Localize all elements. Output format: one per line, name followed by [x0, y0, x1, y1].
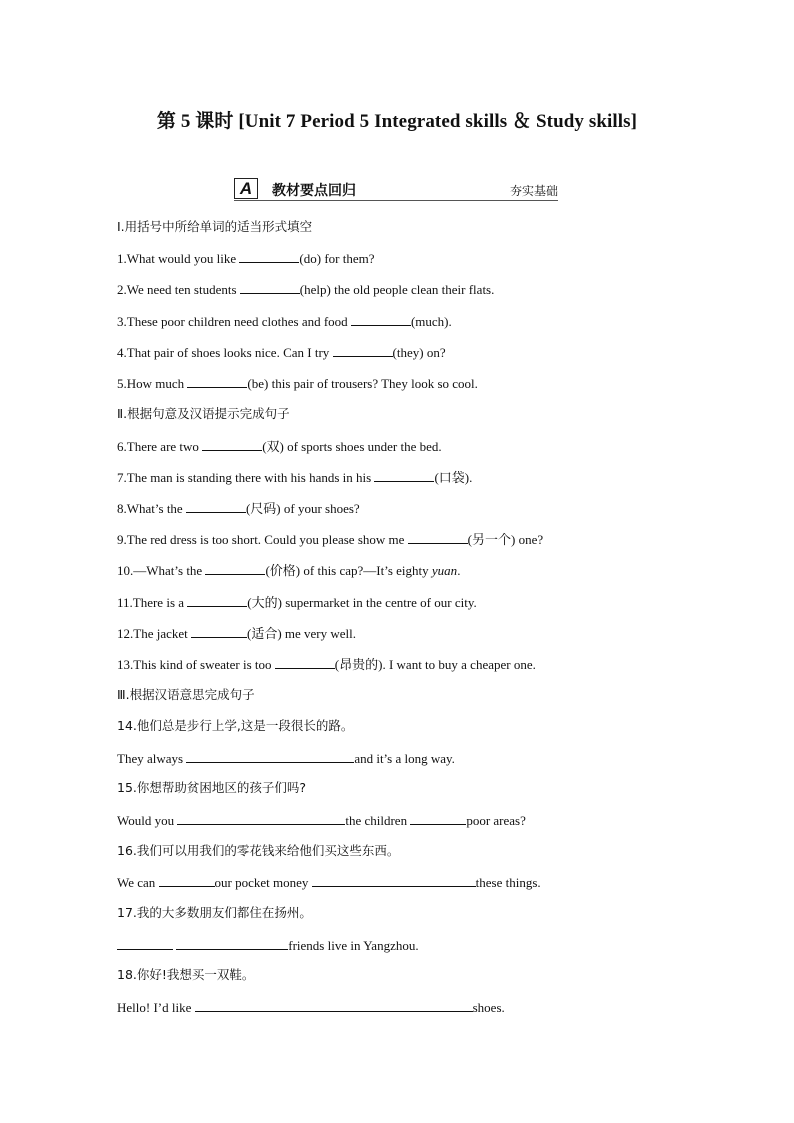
q9-text-a: 9.The red dress is too short. Could you please show me — [117, 532, 408, 547]
question-5 — [117, 375, 478, 392]
q13-text-b: (昂贵的). I want to buy a cheaper one. — [334, 657, 536, 672]
q10-text-b: (价格) of this cap?—It’s eighty — [265, 563, 432, 578]
q6-text-a: 6.There are two — [117, 439, 203, 454]
answer-blank[interactable] — [312, 874, 476, 887]
banner-title: 教材要点回归 — [272, 183, 356, 199]
answer-blank[interactable] — [239, 250, 299, 263]
answer-blank[interactable] — [240, 281, 300, 294]
q12-text-a: 12.The jacket — [117, 626, 191, 641]
q15-text-a: Would you — [117, 813, 178, 828]
q2-text-b: (help) the old people clean their flats. — [299, 282, 495, 297]
q11-text-b: (大的) supermarket in the centre of our city. — [247, 595, 477, 610]
q11-text-a: 11.There is a — [117, 595, 188, 610]
question-14-prompt: 14.他们总是步行上学,这是一段很长的路。 — [117, 718, 354, 733]
answer-blank[interactable] — [408, 531, 468, 544]
answer-blank[interactable] — [177, 812, 345, 825]
answer-blank[interactable] — [186, 500, 246, 513]
question-18-prompt: 18.你好!我想买一双鞋。 — [117, 967, 255, 982]
question-16 — [117, 874, 541, 891]
question-14 — [117, 750, 455, 767]
q15-text-b: the children — [345, 813, 411, 828]
q7-text-a: 7.The man is standing there with his hands in his — [117, 470, 375, 485]
answer-blank[interactable] — [275, 656, 335, 669]
q5-text-a: 5.How much — [117, 376, 188, 391]
q16-text-c: these things. — [475, 875, 541, 890]
q8-text-b: (尺码) of your shoes? — [245, 501, 360, 516]
answer-blank[interactable] — [117, 937, 173, 950]
q13-text-a: 13.This kind of sweater is too — [117, 657, 275, 672]
q10-text-a: 10.—What’s the — [117, 563, 206, 578]
answer-blank[interactable] — [410, 812, 466, 825]
q16-text-a: We can — [117, 875, 159, 890]
question-1 — [117, 250, 375, 267]
banner-tag: 夯实基础 — [509, 184, 558, 198]
section-2-heading: Ⅱ.根据句意及汉语提示完成句子 — [117, 406, 290, 421]
answer-blank[interactable] — [176, 937, 288, 950]
q10-text-d: . — [457, 563, 461, 578]
q2-text-a: 2.We need ten students — [117, 282, 240, 297]
question-12 — [117, 625, 356, 642]
banner-badge: A — [234, 178, 258, 199]
q18-text-b: shoes. — [472, 1000, 505, 1015]
section-banner — [234, 178, 558, 201]
q3-text-a: 3.These poor children need clothes and food — [117, 314, 351, 329]
question-16-prompt: 16.我们可以用我们的零花钱来给他们买这些东西。 — [117, 843, 400, 858]
q14-text-a: They always — [117, 751, 187, 766]
q18-text-a: Hello! I’d like — [117, 1000, 195, 1015]
page-title: 第 5 课时 [Unit 7 Period 5 Integrated skills ＆ Study skills] — [156, 111, 638, 132]
section-3-heading: Ⅲ.根据汉语意思完成句子 — [117, 687, 255, 702]
answer-blank[interactable] — [186, 750, 354, 763]
question-9 — [117, 531, 543, 548]
q12-text-b: (适合) me very well. — [247, 626, 357, 641]
question-6 — [117, 438, 442, 455]
answer-blank[interactable] — [187, 375, 247, 388]
q9-text-b: (另一个) one? — [467, 532, 544, 547]
q8-text-a: 8.What’s the — [117, 501, 186, 516]
q14-text-b: and it’s a long way. — [354, 751, 455, 766]
question-15 — [117, 812, 526, 829]
answer-blank[interactable] — [205, 562, 265, 575]
question-3 — [117, 313, 452, 330]
q7-text-b: (口袋). — [434, 470, 473, 485]
q4-text-b: (they) on? — [392, 345, 446, 360]
question-10 — [117, 562, 460, 579]
q6-text-b: (双) of sports shoes under the bed. — [262, 439, 442, 454]
question-4 — [117, 344, 446, 361]
question-7 — [117, 469, 472, 486]
answer-blank[interactable] — [333, 344, 393, 357]
answer-blank[interactable] — [351, 313, 411, 326]
answer-blank[interactable] — [374, 469, 434, 482]
q1-text-b: (do) for them? — [299, 251, 375, 266]
question-15-prompt: 15.你想帮助贫困地区的孩子们吗? — [117, 780, 307, 795]
answer-blank[interactable] — [202, 438, 262, 451]
q1-text-a: 1.What would you like — [117, 251, 240, 266]
question-17-prompt: 17.我的大多数朋友们都住在扬州。 — [117, 905, 312, 920]
q4-text-a: 4.That pair of shoes looks nice. Can I try — [117, 345, 333, 360]
q17-text-a: friends live in Yangzhou. — [288, 938, 419, 953]
q16-text-b: our pocket money — [214, 875, 312, 890]
answer-blank[interactable] — [191, 625, 247, 638]
question-13 — [117, 656, 536, 673]
answer-blank[interactable] — [159, 874, 215, 887]
question-8 — [117, 500, 360, 517]
answer-blank[interactable] — [195, 999, 473, 1012]
question-11 — [117, 594, 477, 611]
question-18 — [117, 999, 505, 1016]
q5-text-b: (be) this pair of trousers? They look so cool. — [247, 376, 478, 391]
q10-text-c: yuan — [431, 563, 458, 578]
question-2 — [117, 281, 494, 298]
q15-text-c: poor areas? — [466, 813, 526, 828]
section-1-heading: Ⅰ.用括号中所给单词的适当形式填空 — [117, 219, 313, 234]
q3-text-b: (much). — [410, 314, 452, 329]
answer-blank[interactable] — [187, 594, 247, 607]
question-17 — [117, 937, 419, 954]
